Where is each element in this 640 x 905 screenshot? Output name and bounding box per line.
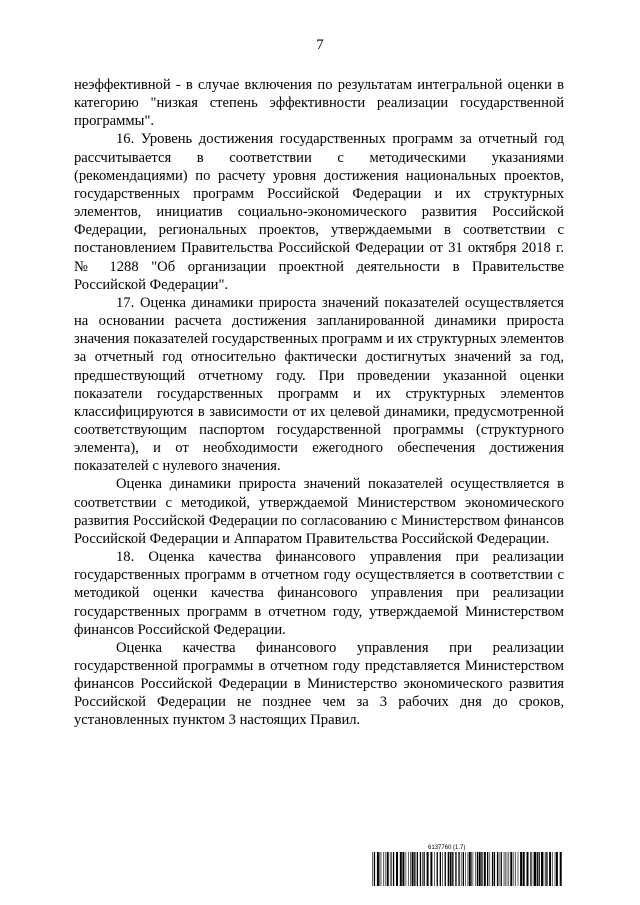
paragraph-18-submission: Оценка качества финансового управления при реализации государственной программы в отчетном году представляется Министерством финансов Российской Федерации в Министерство экономического развития Российской Федерации не позднее чем за 3 рабочих дня до сроков, установленных пунктом 3 настоящих Правил. [74,639,564,729]
paragraph-17-methodology: Оценка динамики прироста значений показателей осуществляется в соответствии с методикой, утверждаемой Министерством экономического развития Российской Федерации по согласованию с Министерством финансов Российской Федерации и Аппаратом Правительства Российской Федерации. [74,476,564,547]
body-text [74,76,564,730]
paragraph-continuation: неэффективной - в случае включения по результатам интегральной оценки в категорию "низкая степень эффективности реализации государственной программы". [74,77,564,130]
barcode-image [372,852,564,886]
page-number: 7 [316,37,324,53]
paragraph-16: 16. Уровень достижения государственных программ за отчетный год рассчитывается в соответствии с методическими указаниями (рекомендациями) по расчету уровня достижения национальных проектов, государственных программ Российской Федерации и их структурных элементов, инициатив социально-экономического развития Российской Федерации, региональных проектов, утверждаемыми в соответствии с постановлением Правительства Российской Федерации от 31 октября 2018 г. № 1288 "Об организации проектной деятельности в Правительстве Российской Федерации". [74,131,564,293]
paragraph-18: 18. Оценка качества финансового управления при реализации государственных программ в отчетном году осуществляется в соответствии с методикой оценки качества финансового управления при реализации государственных программ в отчетном году, утверждаемой Министерством финансов Российской Федерации. [74,549,564,638]
barcode-caption: 6137760 (1.7) [428,845,466,851]
paragraph-17: 17. Оценка динамики прироста значений показателей осуществляется на основании расчета достижения запланированной динамики прироста значения показателей государственных программ и их структурных элементов за отчетный год относительно фактически достигнутых значений за год, предшествующий отчетному году. При проведении указанной оценки показатели государственных программ и их структурных элементов классифицируются в зависимости от их целевой динамики, предусмотренной соответствующим паспортом государственной программы (структурного элемента), и от необходимости ежегодного обеспечения достижения показателей с нулевого значения. [74,294,564,475]
